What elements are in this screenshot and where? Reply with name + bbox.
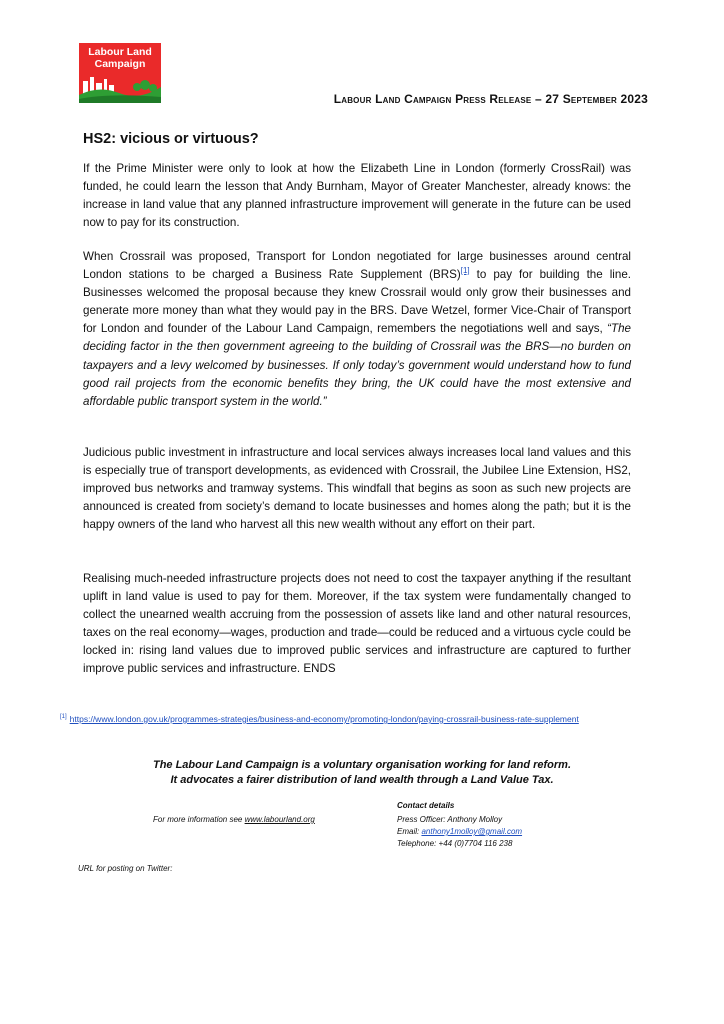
tagline-line-2: It advocates a fairer distribution of land wealth through a Land Value Tax. xyxy=(170,774,554,786)
paragraph-2-intro: When Crossrail was proposed, Transport for London negotiated for large businesses around central London stations to be charged a Business Rate Supplement (BRS) xyxy=(83,250,631,282)
paragraph-3: Judicious public investment in infrastructure and local services always increases local land values and this is especially true of transport developments, as evidenced with Crossrail, the Jubilee Line Extension, HS2, improved bus networks and tramway systems. This windfall that begins as soon as such new projects are announced is created from society’s demand to locate businesses and homes along the path; but it is the happy owners of the land who harvest all this new wealth without any effort on their part. xyxy=(83,446,631,532)
footnote-url-link[interactable]: https://www.london.gov.uk/programmes-strategies/business-and-economy/promoting-london/paying-crossrail-business-rate-supplement xyxy=(69,714,579,724)
email-label: Email: xyxy=(397,827,422,836)
press-release-header xyxy=(334,92,648,106)
header-prefix: Labour Land Campaign Press Release xyxy=(333,92,532,106)
paragraph-2 xyxy=(83,248,631,411)
paragraph-2-body: to pay for building the line. Businesses welcomed the proposal because they knew Crossrail would only grow their businesses and generate more money than what they would pay in the BRS. Dave Wetzel, former Vice-Chair of Transport for London and founder of the Labour Land Campaign, remembers the negotiations well and says, xyxy=(83,268,631,336)
twitter-url-note: URL for posting on Twitter: xyxy=(78,864,173,873)
contact-heading: Contact details xyxy=(397,801,455,810)
header-dash: – xyxy=(531,92,546,106)
press-officer: Press Officer: Anthony Molloy xyxy=(397,815,503,824)
website-link[interactable]: www.labourland.org xyxy=(244,815,315,824)
tagline-line-1: The Labour Land Campaign is a voluntary organisation working for land reform. xyxy=(152,759,572,771)
logo-line-1: Labour Land xyxy=(88,46,152,58)
footnote xyxy=(60,714,579,724)
paragraph-4: Realising much-needed infrastructure projects does not need to cost the taxpayer anything if the resultant uplift in land value is used to pay for them. Moreover, if the tax system were fundamentally changed to collect the unearned wealth accruing from the possession of assets like land and other natural resources, taxes on the real economy—wages, production and trade—could be reduced and a virtuous cycle could be locked in: rising land values due to improved public services and infrastructure are captured to further improve public services and infrastructure. ENDS xyxy=(83,572,631,676)
logo-line-2: Campaign xyxy=(94,58,146,70)
logo-text xyxy=(79,46,161,70)
dave-wetzel-quote: “The deciding factor in the then government agreeing to the building of Crossrail was the BRS—no burden on taxpayers and a levy welcomed by businesses. If only today’s government would understand how to fund good rail projects from the economic benefits they bring, the UK could have the most extensive and affordable public transport system in the world.” xyxy=(83,322,631,408)
more-info-prefix: For more information see xyxy=(153,815,245,824)
footnote-reference-link[interactable]: [1] xyxy=(460,266,470,276)
email-line xyxy=(397,827,522,836)
more-info-line xyxy=(153,815,315,824)
telephone: Telephone: +44 (0)7704 116 238 xyxy=(397,839,513,848)
footnote-number: [1] xyxy=(60,714,67,721)
logo-skyline-icon xyxy=(79,73,161,103)
email-link[interactable]: anthony1molloy@gmail.com xyxy=(421,827,523,836)
paragraph-1: If the Prime Minister were only to look at how the Elizabeth Line in London (formerly CrossRail) was funded, he could learn the lesson that Andy Burnham, Mayor of Greater Manchester, already knows: the increase in land value that any planned infrastructure improvement will generate in the future can be used now to pay for its construction. xyxy=(83,162,631,230)
page-title: HS2: vicious or virtuous? xyxy=(83,131,259,147)
header-date: 27 September 2023 xyxy=(545,92,648,106)
tagline xyxy=(0,758,724,788)
labour-land-campaign-logo xyxy=(79,43,161,103)
